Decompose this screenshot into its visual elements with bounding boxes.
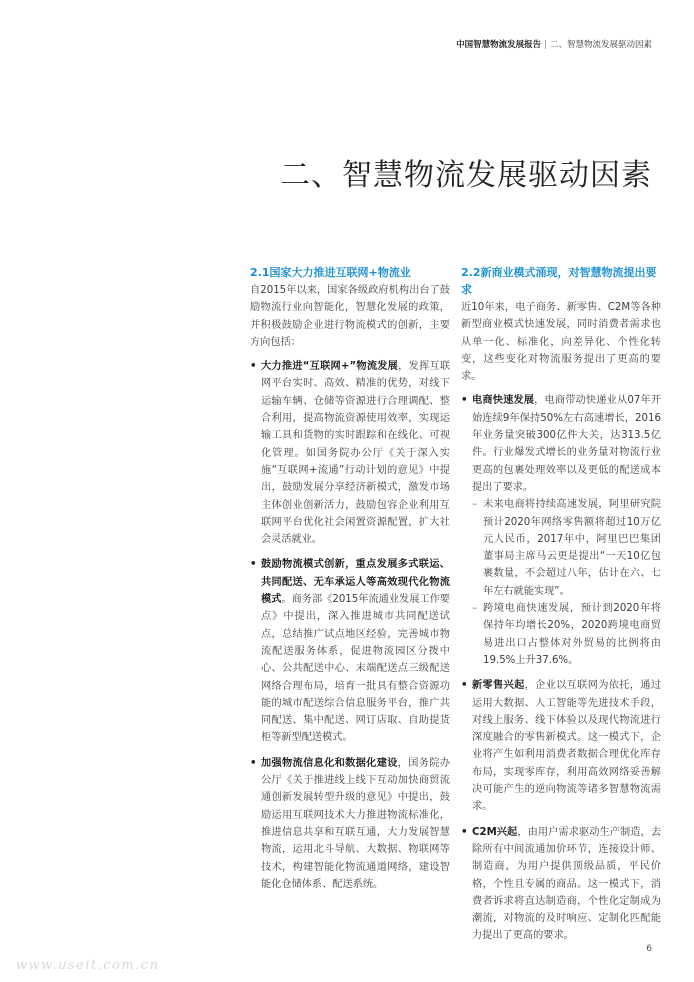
chapter-ref: 二、智慧物流发展驱动因素 [549, 40, 652, 50]
item-text: ，电商带动快递业从07年开始连续9年保持50%左右高速增长，2016年业务量突破300亿件大关，达313.5亿件。行业爆发式增长的业务量对物流行业更高的包裹处理效率以及更低的配送成本提出了要求。 [472, 395, 662, 493]
running-header [456, 38, 652, 50]
watermark: www.useit.com.cn [16, 958, 160, 973]
report-title: 中国智慧物流发展报告 [456, 40, 542, 50]
item-lead: 大力推进“互联网+”物流发展 [261, 361, 399, 373]
list-item [461, 677, 661, 815]
section-intro: 近10年来，电子商务、新零售、C2M等各种新型商业模式快速发展，同时消费者需求也从单一化、标准化，向差异化、个性化转变，这些变化对物流服务提出了更高的要求。 [461, 302, 661, 383]
header-separator: | [544, 40, 547, 50]
bullet-list [461, 392, 661, 944]
sub-list [472, 496, 661, 669]
item-text: ，由用户需求驱动生产制造，去除所有中间流通加价环节，连接设计师、制造商，为用户提供顶级品质，平民价格，个性且专属的商品。这一模式下，消费者诉求将直达制造商，个性化定制成为潮流，对物流的及时响应、定制化匹配能力提出了更高的要求。 [472, 826, 662, 942]
sub-list-item: – 未来电商将持续高速发展，阿里研究院预计2020年网络零售额将超过10万亿元人民币，2017年中，阿里巴巴集团董事局主席马云更是提出“一天10亿包裹数量，不会超过八年，估计在六、七年左右就能实现”。 [472, 496, 661, 600]
section-heading-2-2: 2.2新商业模式涌现，对智慧物流提出要求 [461, 266, 657, 296]
list-item [250, 358, 450, 548]
item-text: ，发挥互联网平台实时、高效、精准的优势，对线下运输车辆、仓储等资源进行合理调配、整合利用，提高物流资源使用效率，实现运输工具和货物的实时跟踪和在线化、可视化管理。如国务院办公厅《关于深入实施“互联网+流通”行动计划的意见》中提出，鼓励发展分享经济新模式，激发市场主体创业创新活力，鼓励包容企业利用互联网平台优化社会闲置资源配置，扩大社会灵活就业。 [261, 361, 451, 546]
left-column [250, 264, 450, 901]
section-heading-2-1: 2.1国家大力推进互联网+物流业 [250, 266, 411, 279]
item-text: ，企业以互联网为依托，通过运用大数据、人工智能等先进技术手段，对线上服务、线下体验以及现代物流进行深度融合的零售新模式。这一模式下，企业将产生如利用消费者数据合理优化库存布局，实现零库存，利用高效网络妥善解决可能产生的逆向物流等诸多智慧物流需求。 [472, 680, 662, 813]
item-lead: C2M兴起 [472, 826, 518, 838]
item-text: ，国务院办公厅《关于推进线上线下互动加快商贸流通创新发展转型升级的意见》中提出，鼓励运用互联网技术大力推进物流标准化，推进信息共享和互联互通，大力发展智慧物流，运用北斗导航、大数据、物联网等技术，构建智能化物流通道网络，建设智能化仓储体系、配送系统。 [261, 757, 451, 890]
page-number: 6 [646, 944, 652, 954]
right-column [461, 264, 661, 953]
item-lead: 加强物流信息化和数据化建设 [261, 757, 398, 769]
item-lead: 电商快速发展 [472, 395, 535, 407]
section-intro: 自2015年以来，国家各级政府机构出台了鼓励物流行业向智能化，智慧化发展的政策，并积极鼓励企业进行物流模式的创新，主要方向包括： [250, 285, 450, 348]
list-item [250, 556, 450, 746]
bullet-list [250, 358, 450, 893]
item-text: 。商务部《2015年流通业发展工作要点》中提出，深入推进城市共同配送试点，总结推广试点地区经验，完善城市物流配送服务体系，促进物流园区分拨中心、公共配送中心、末端配送点三级配送网络合理布局，培育一批具有整合资源功能的城市配送综合信息服务平台，推广共同配送、集中配送、网订店取、自助提货柜等新型配送模式。 [261, 594, 450, 744]
chapter-title: 二、智慧物流发展驱动因素 [280, 158, 652, 193]
list-item [250, 755, 450, 893]
item-lead: 鼓励物流模式创新，重点发展多式联运、共同配送、无车承运人等高效现代化物流模式 [261, 559, 450, 606]
list-item [461, 824, 661, 945]
sub-list-item: – 跨境电商快速发展，预计到2020年将保持年均增长20%，2020跨境电商贸易进出口占整体对外贸易的比例将由19.5%上升37.6%。 [472, 600, 661, 669]
item-lead: 新零售兴起 [472, 680, 525, 692]
list-item [461, 392, 661, 669]
